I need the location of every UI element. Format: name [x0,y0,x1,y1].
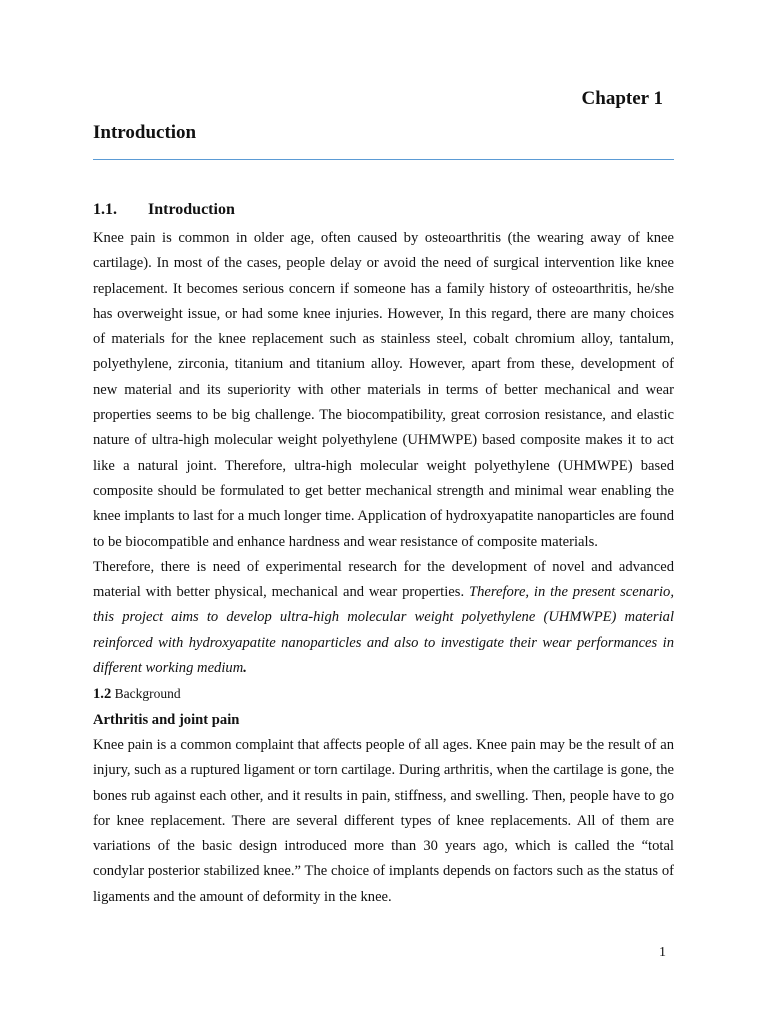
section-heading-1-1 [93,198,674,222]
section-number: 1.2 [93,686,112,703]
aim-paragraph [93,555,674,681]
aim-paragraph-end: . [243,660,247,677]
intro-paragraph: Knee pain is common in older age, often caused by osteoarthritis (the wearing away of knee cartilage). In most of the cases, people delay or avoid the need of surgical intervention like knee replacement. It becomes serious concern if someone has a family history of osteoarthritis, he/she has overweight issue, or had some knee injuries. However, In this regard, there are many choices of materials for the knee replacement such as stainless steel, cobalt chromium alloy, tantalum, polyethylene, zirconia, titanium and titanium alloy. However, apart from these, development of new material and its superiority with other materials in terms of better mechanical and wear properties seems to be big challenge. The biocompatibility, great corrosion resistance, and elastic nature of ultra-high molecular weight polyethylene (UHMWPE) based composite makes it to act like a natural joint. Therefore, ultra-high molecular weight polyethylene (UHMWPE) based composite should be formulated to get better mechanical strength and minimal wear enabling the knee implants to last for a much longer time. Application of hydroxyapatite nanoparticles are found to be biocompatible and enhance hardness and wear resistance of composite materials. [93,230,674,550]
background-paragraph: Knee pain is a common complaint that affects people of all ages. Knee pain may be the result of an injury, such as a ruptured ligament or torn cartilage. During arthritis, when the cartilage is gone, the bones rub against each other, and it results in pain, stiffness, and swelling. Then, people have to go for knee replacement. There are several different types of knee replacements. All of them are variations of the basic design introduced more than 30 years ago, which is called the “total condylar posterior stabilized knee.” The choice of implants depends on factors such as the status of ligaments and the amount of deformity in the knee. [93,736,674,905]
section-title: Background [111,686,181,702]
section-title: Introduction [148,201,235,218]
section-heading-1-2 [93,681,674,707]
chapter-title: Introduction [93,122,197,143]
chapter-label: Chapter 1 [581,88,663,109]
aim-paragraph-text: Therefore, there is need of experimental research for the development of novel and advanced material with better physical, mechanical and wear properties. [93,558,674,601]
section-number: 1.1. [93,201,117,218]
document-body [93,198,674,910]
page-number: 1 [659,945,666,960]
subheading-arthritis: Arthritis and joint pain [93,711,240,728]
aim-statement: Therefore, in the present scenario, this project aims to develop ultra-high molecular weight polyethylene (UHMWPE) material reinforced with hydroxyapatite nanoparticles and also to investigate their wear performances in different working medium [93,584,674,677]
header-rule [93,159,674,160]
